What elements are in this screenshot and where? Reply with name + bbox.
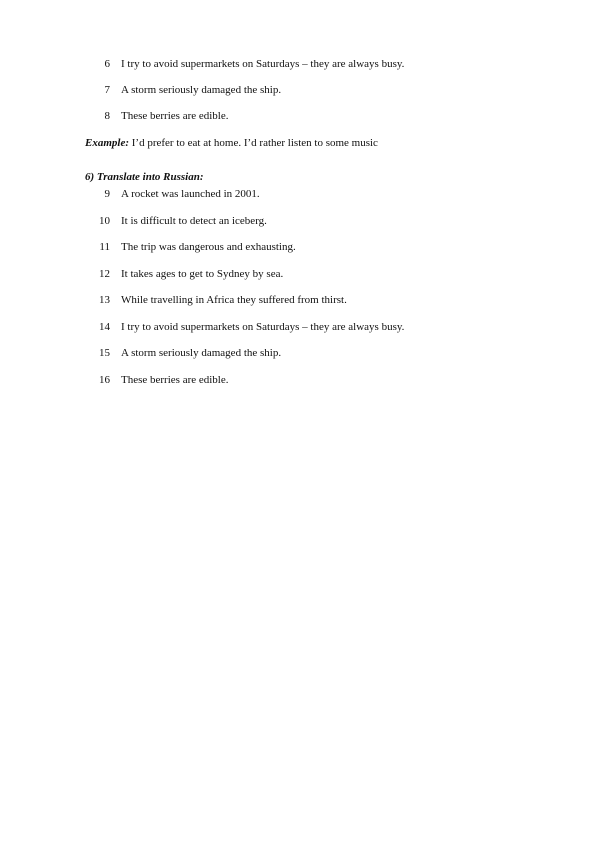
item-number: 13: [99, 294, 110, 306]
item-text: The trip was dangerous and exhausting.: [121, 241, 296, 253]
item-number: 8: [104, 110, 110, 122]
list-item: [88, 188, 488, 202]
item-number: 12: [99, 268, 110, 280]
list-item: [88, 241, 488, 255]
item-text: It takes ages to get to Sydney by sea.: [121, 268, 284, 280]
example-text: I’d prefer to eat at home. I’d rather listen to some music: [129, 137, 378, 149]
item-number: 7: [104, 84, 110, 96]
example-label: Example:: [85, 137, 129, 149]
item-text: These berries are edible.: [121, 110, 229, 122]
list-item: [88, 268, 488, 282]
item-text: I try to avoid supermarkets on Saturdays – they are always busy.: [121, 58, 405, 70]
item-text: While travelling in Africa they suffered from thirst.: [121, 294, 347, 306]
list-item: [88, 374, 488, 388]
list-item: [88, 58, 488, 72]
item-text: A storm seriously damaged the ship.: [121, 84, 282, 96]
list-item: [88, 347, 488, 361]
item-text: A rocket was launched in 2001.: [121, 188, 260, 200]
example-line: [85, 137, 378, 150]
item-number: 15: [99, 347, 110, 359]
item-number: 11: [99, 241, 110, 253]
list-item: [88, 84, 488, 98]
list-item: [88, 294, 488, 308]
list-item: [88, 321, 488, 335]
list-item: [88, 110, 488, 124]
item-text: I try to avoid supermarkets on Saturdays – they are always busy.: [121, 321, 405, 333]
item-number: 14: [99, 321, 110, 333]
item-text: A storm seriously damaged the ship.: [121, 347, 282, 359]
item-text: It is difficult to detect an iceberg.: [121, 215, 267, 227]
section-heading: 6) Translate into Russian:: [85, 171, 204, 183]
item-number: 6: [104, 58, 110, 70]
item-number: 9: [104, 188, 110, 200]
item-number: 16: [99, 374, 110, 386]
item-text: These berries are edible.: [121, 374, 229, 386]
list-item: [88, 215, 488, 229]
item-number: 10: [99, 215, 110, 227]
